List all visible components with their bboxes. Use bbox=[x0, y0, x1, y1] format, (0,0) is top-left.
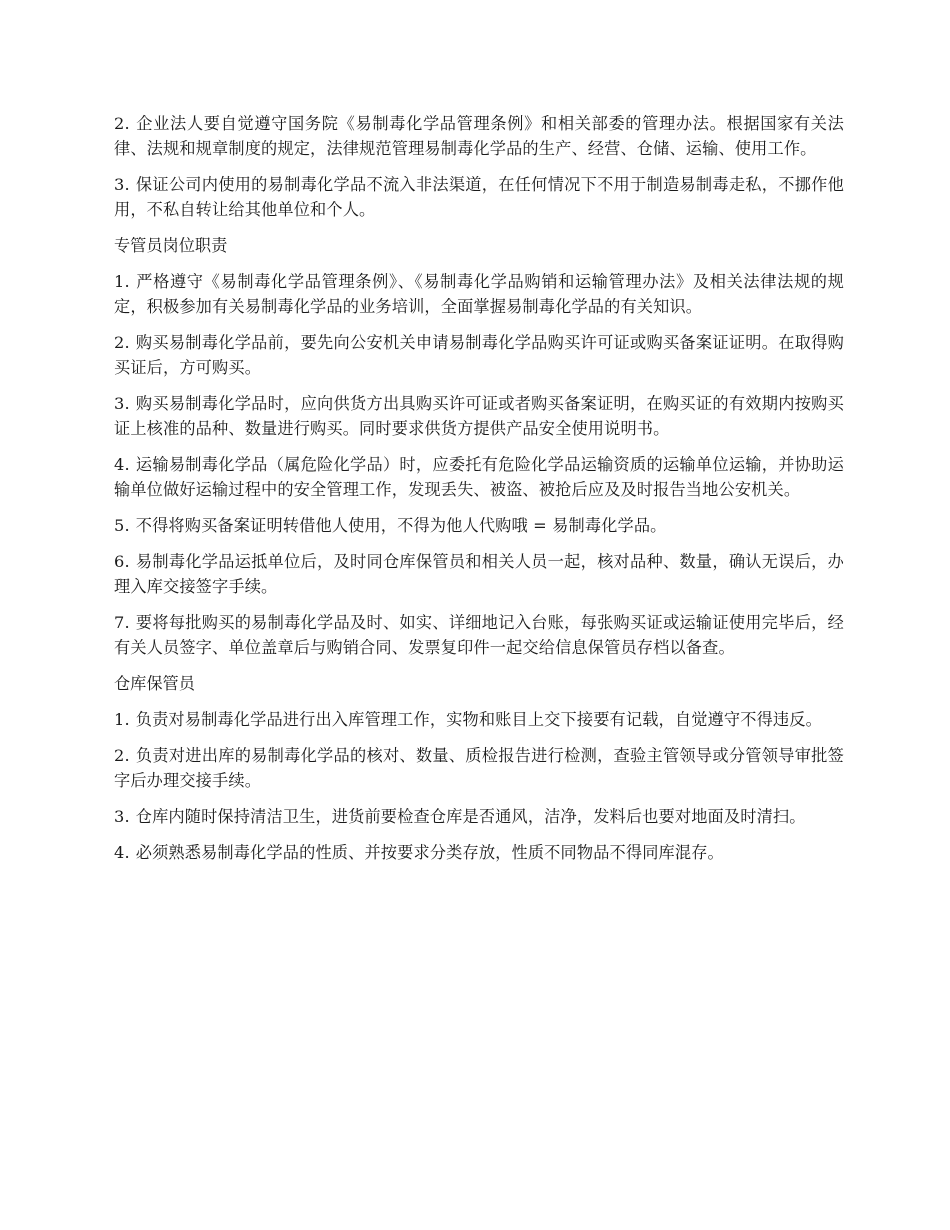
list-item bbox=[114, 610, 844, 660]
list-item bbox=[114, 330, 844, 380]
item-number: 6. bbox=[114, 552, 130, 571]
item-number: 4. bbox=[114, 843, 130, 862]
item-number: 2. bbox=[114, 333, 130, 352]
item-text: 购买易制毒化学品前，要先向公安机关申请易制毒化学品购买许可证或购买备案证证明。在取得购买证后，方可购买。 bbox=[114, 333, 844, 377]
item-text: 负责对进出库的易制毒化学品的核对、数量、质检报告进行检测，查验主管领导或分管领导审批签字后办理交接手续。 bbox=[114, 746, 844, 790]
document-page bbox=[114, 111, 844, 876]
item-number: 3. bbox=[114, 807, 130, 826]
item-text: 必须熟悉易制毒化学品的性质、并按要求分类存放，性质不同物品不得同库混存。 bbox=[135, 843, 724, 862]
list-item bbox=[114, 743, 844, 793]
item-number: 7. bbox=[114, 613, 130, 632]
list-item bbox=[114, 269, 844, 319]
item-text: 运输易制毒化学品（属危险化学品）时，应委托有危险化学品运输资质的运输单位运输，并协助运输单位做好运输过程中的安全管理工作，发现丢失、被盗、被抢后应及及时报告当地公安机关。 bbox=[114, 455, 844, 499]
item-text: 企业法人要自觉遵守国务院《易制毒化学品管理条例》和相关部委的管理办法。根据国家有关法律、法规和规章制度的规定，法律规范管理易制毒化学品的生产、经营、仓储、运输、使用工作。 bbox=[114, 114, 844, 158]
list-item bbox=[114, 840, 844, 865]
list-item bbox=[114, 172, 844, 222]
list-item bbox=[114, 111, 844, 161]
list-item bbox=[114, 549, 844, 599]
list-item bbox=[114, 707, 844, 732]
section-heading: 专管员岗位职责 bbox=[114, 236, 228, 255]
item-number: 5. bbox=[114, 516, 130, 535]
item-text: 保证公司内使用的易制毒化学品不流入非法渠道，在任何情况下不用于制造易制毒走私，不挪作他用，不私自转让给其他单位和个人。 bbox=[114, 175, 844, 219]
item-number: 3. bbox=[114, 394, 130, 413]
item-text: 要将每批购买的易制毒化学品及时、如实、详细地记入台账，每张购买证或运输证使用完毕后，经有关人员签字、单位盖章后与购销合同、发票复印件一起交给信息保管员存档以备查。 bbox=[114, 613, 844, 657]
item-number: 1. bbox=[114, 272, 130, 291]
item-number: 1. bbox=[114, 710, 130, 729]
list-item bbox=[114, 804, 844, 829]
item-text: 负责对易制毒化学品进行出入库管理工作，实物和账目上交下接要有记载，自觉遵守不得违反。 bbox=[135, 710, 822, 729]
list-item bbox=[114, 513, 844, 538]
item-text: 仓库内随时保持清洁卫生，进货前要检查仓库是否通风，洁净，发料后也要对地面及时清扫。 bbox=[135, 807, 806, 826]
item-number: 4. bbox=[114, 455, 130, 474]
item-number: 2. bbox=[114, 746, 130, 765]
item-text: 易制毒化学品运抵单位后，及时同仓库保管员和相关人员一起，核对品种、数量，确认无误后，办理入库交接签字手续。 bbox=[114, 552, 844, 596]
item-number: 2. bbox=[114, 114, 130, 133]
item-text: 不得将购买备案证明转借他人使用，不得为他人代购哦 = 易制毒化学品。 bbox=[135, 516, 667, 535]
item-text: 购买易制毒化学品时，应向供货方出具购买许可证或者购买备案证明，在购买证的有效期内按购买证上核准的品种、数量进行购买。同时要求供货方提供产品安全使用说明书。 bbox=[114, 394, 844, 438]
section-heading: 仓库保管员 bbox=[114, 674, 195, 693]
list-item bbox=[114, 391, 844, 441]
item-text: 严格遵守《易制毒化学品管理条例》、《易制毒化学品购销和运输管理办法》及相关法律法规的规定，积极参加有关易制毒化学品的业务培训，全面掌握易制毒化学品的有关知识。 bbox=[114, 272, 844, 316]
item-number: 3. bbox=[114, 175, 130, 194]
list-item bbox=[114, 452, 844, 502]
